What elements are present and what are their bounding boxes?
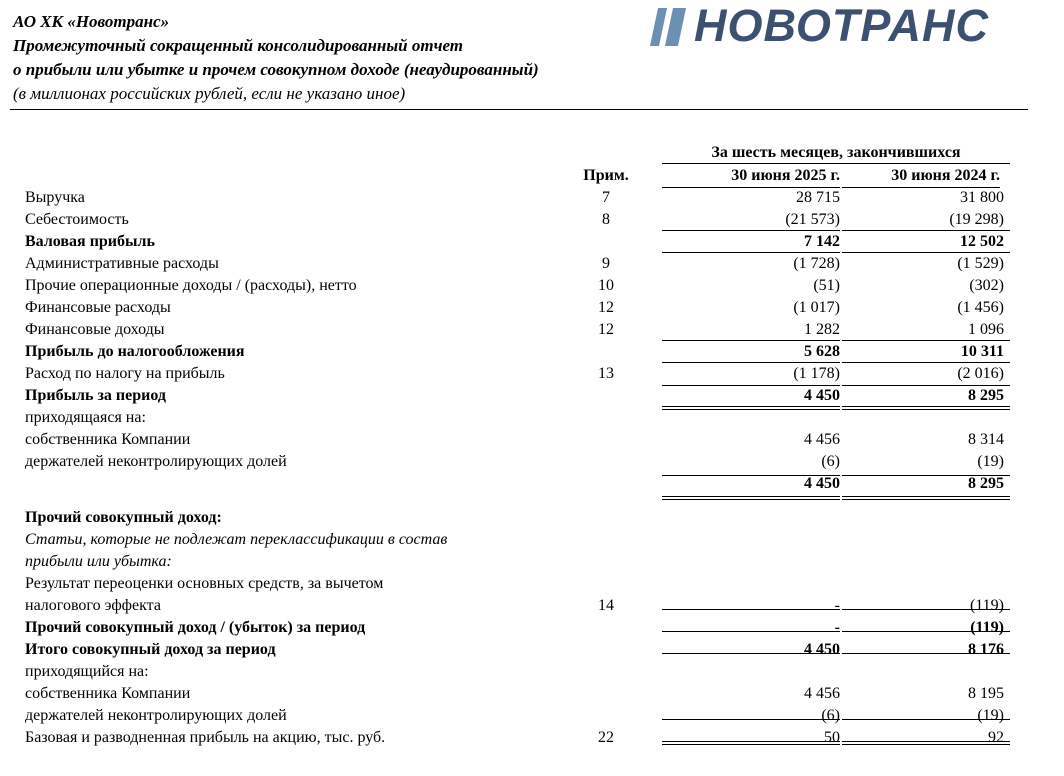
row-value-2025: (51) — [813, 277, 840, 294]
row-label: Себестоимость — [25, 211, 129, 228]
row-value-2025: (1 017) — [793, 299, 840, 316]
row-value-2024: 8 195 — [968, 685, 1004, 702]
row-label: собственника Компании — [25, 685, 191, 702]
table-row — [0, 319, 1064, 341]
row-label: Расход по налогу на прибыль — [25, 365, 225, 382]
row-label: Статьи, которые не подлежат переклассификации в состав — [25, 531, 448, 548]
table-row — [0, 341, 1064, 363]
table-row — [0, 683, 1064, 705]
row-value-2024: (2 016) — [957, 365, 1004, 382]
row-label: Прочие операционные доходы / (расходы), нетто — [25, 277, 357, 294]
table-row — [0, 407, 1064, 429]
row-value-2025: 4 456 — [804, 685, 840, 702]
row-label: собственника Компании — [25, 431, 191, 448]
table-row — [0, 473, 1064, 495]
table-row — [0, 253, 1064, 275]
row-value-2025: 4 456 — [804, 431, 840, 448]
row-label: Прибыль за период — [25, 387, 166, 404]
row-label: налогового эффекта — [25, 597, 161, 614]
row-value-2025: 1 282 — [804, 321, 840, 338]
row-value-2025: 28 715 — [796, 189, 840, 206]
row-label: Валовая прибыль — [25, 233, 155, 250]
table-row — [0, 231, 1064, 253]
row-value-2024: (1 529) — [957, 255, 1004, 272]
report-title-line1: Промежуточный сокращенный консолидированный отчет — [13, 36, 464, 55]
table-row — [0, 209, 1064, 231]
row-value-2025: (1 178) — [793, 365, 840, 382]
table-row — [0, 705, 1064, 727]
units-note: (в миллионах российских рублей, если не указано иное) — [13, 84, 406, 103]
table-row — [0, 275, 1064, 297]
logo-wordmark: НОВОТРАНС — [694, 0, 990, 51]
row-value-2024: (19 298) — [949, 211, 1004, 228]
table-row — [0, 529, 1064, 551]
table-row — [0, 385, 1064, 407]
header-divider — [10, 109, 1028, 110]
table-row — [0, 429, 1064, 451]
row-label: Выручка — [25, 189, 85, 206]
row-label: Прочий совокупный доход: — [25, 509, 222, 526]
row-value-2025: (6) — [821, 453, 840, 470]
row-value-2025: 5 628 — [804, 343, 840, 360]
row-label: Административные расходы — [25, 255, 219, 272]
row-value-2024: (19) — [977, 707, 1004, 724]
row-label: держателей неконтролирующих долей — [25, 453, 287, 470]
company-logo — [648, 0, 998, 51]
row-spacer — [0, 495, 1064, 507]
row-value-2025: 4 450 — [804, 387, 840, 404]
row-label: Финансовые расходы — [25, 299, 171, 316]
company-name: АО ХК «Новотранс» — [13, 12, 170, 31]
row-label: Результат переоценки основных средств, за вычетом — [25, 575, 384, 592]
row-value-2024: 8 295 — [968, 387, 1004, 404]
row-note: 9 — [602, 255, 610, 272]
table-row — [0, 595, 1064, 617]
row-value-2024: (19) — [977, 453, 1004, 470]
row-value-2025: (6) — [821, 707, 840, 724]
row-value-2024: 8 314 — [968, 431, 1004, 448]
report-header — [13, 10, 539, 106]
logo-bar-icon — [665, 8, 686, 46]
row-value-2025: - — [834, 597, 840, 614]
row-label: приходящаяся на: — [25, 409, 146, 426]
row-value-2024: 31 800 — [960, 189, 1004, 206]
row-note: 12 — [598, 299, 614, 316]
row-note: 22 — [598, 729, 614, 746]
table-row — [0, 363, 1064, 385]
table-row — [0, 661, 1064, 683]
table-row — [0, 507, 1064, 529]
table-row — [0, 617, 1064, 639]
row-label: приходящийся на: — [25, 663, 149, 680]
row-label: Прочий совокупный доход / (убыток) за период — [25, 619, 366, 636]
row-label: Базовая и разводненная прибыль на акцию, тыс. руб. — [25, 729, 386, 746]
row-note: 8 — [602, 211, 610, 228]
row-value-2024: 8 176 — [968, 641, 1004, 658]
row-note: 7 — [602, 189, 610, 206]
table-row — [0, 727, 1064, 749]
table-row — [0, 639, 1064, 661]
column-header-2025: 30 июня 2025 г. — [662, 166, 840, 188]
row-value-2024: 10 311 — [960, 343, 1004, 360]
row-value-2025: 7 142 — [804, 233, 840, 250]
row-value-2024: 1 096 — [968, 321, 1004, 338]
table-row — [0, 573, 1064, 595]
row-value-2025: 50 — [824, 729, 840, 746]
table-row — [0, 297, 1064, 319]
row-value-2025: - — [834, 619, 840, 636]
table-row — [0, 451, 1064, 473]
table-row — [0, 187, 1064, 209]
row-value-2024: 12 502 — [960, 233, 1004, 250]
row-value-2024: (302) — [969, 277, 1004, 294]
period-header: За шесть месяцев, закончившихся — [662, 143, 1010, 164]
row-value-2024: (1 456) — [957, 299, 1004, 316]
row-label: Итого совокупный доход за период — [25, 641, 276, 658]
row-label: Финансовые доходы — [25, 321, 165, 338]
logo-bar-icon — [650, 8, 667, 46]
row-label: держателей неконтролирующих долей — [25, 707, 287, 724]
row-value-2024: 8 295 — [968, 475, 1004, 492]
row-label: прибыли или убытка: — [25, 553, 172, 570]
row-note: 14 — [598, 597, 614, 614]
row-value-2025: 4 450 — [804, 475, 840, 492]
row-value-2025: 4 450 — [804, 641, 840, 658]
row-note: 10 — [598, 277, 614, 294]
row-value-2025: (21 573) — [785, 211, 840, 228]
row-label: Прибыль до налогообложения — [25, 343, 245, 360]
column-header-2024: 30 июня 2024 г. — [842, 166, 1000, 188]
row-note: 12 — [598, 321, 614, 338]
income-statement-table — [0, 187, 1064, 749]
row-value-2025: (1 728) — [793, 255, 840, 272]
row-note: 13 — [598, 365, 614, 382]
row-value-2024: 92 — [988, 729, 1004, 746]
row-value-2024: (119) — [970, 619, 1004, 636]
row-value-2024: (119) — [969, 597, 1004, 614]
note-column-header: Прим. — [583, 167, 629, 184]
report-title-line2: о прибыли или убытке и прочем совокупном доходе (неаудированный) — [13, 60, 539, 79]
table-row — [0, 551, 1064, 573]
